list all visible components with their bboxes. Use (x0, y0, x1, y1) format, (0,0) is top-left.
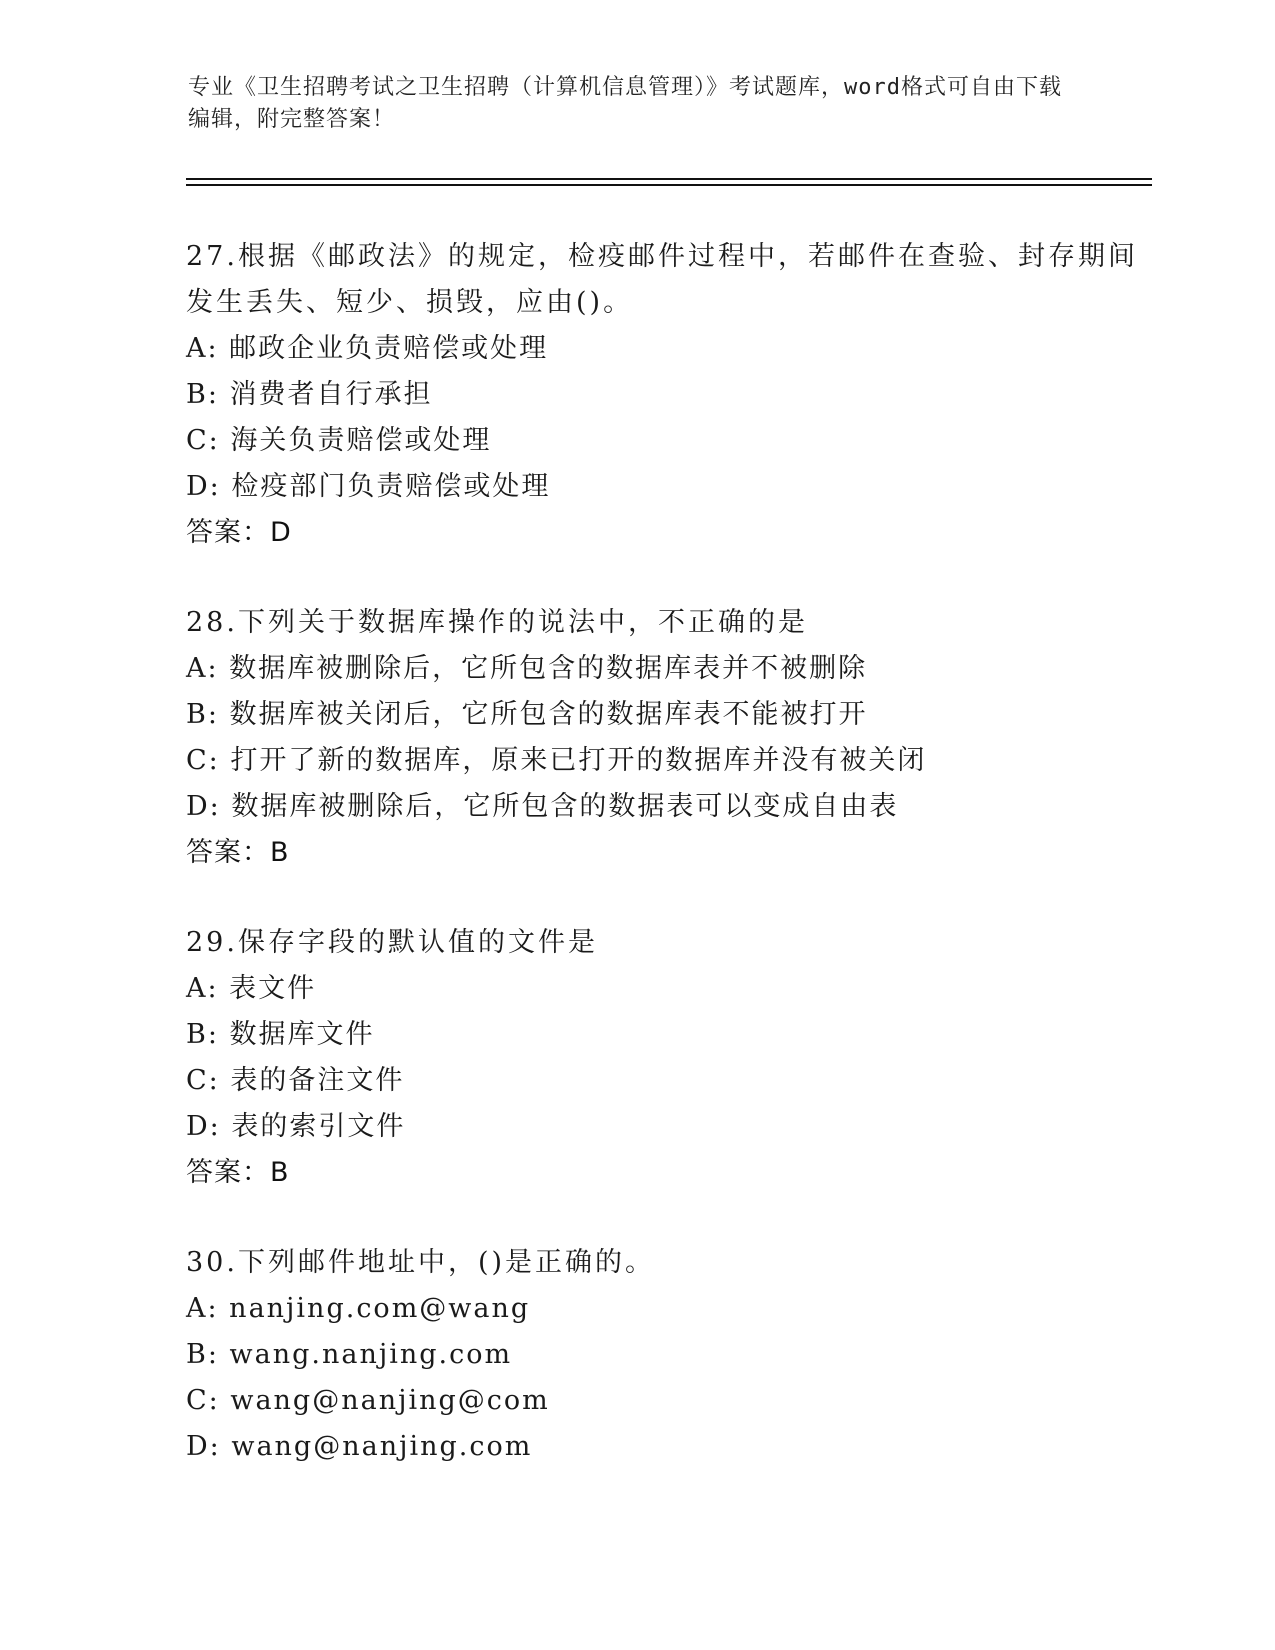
answer: 答案：B (186, 837, 290, 868)
question-27 (186, 234, 1146, 556)
question-30 (186, 1240, 1146, 1470)
option-a: A: 数据库被删除后，它所包含的数据库表并不被删除 (186, 653, 868, 684)
header-divider-top (186, 178, 1152, 180)
question-list (186, 234, 1146, 1514)
option-d: D: 数据库被删除后，它所包含的数据表可以变成自由表 (186, 791, 899, 822)
option-b: B: wang.nanjing.com (186, 1339, 513, 1370)
option-c: C: 海关负责赔偿或处理 (186, 425, 492, 456)
option-a: A: nanjing.com@wang (186, 1293, 531, 1324)
option-d: D: 检疫部门负责赔偿或处理 (186, 471, 551, 502)
question-text: 29.保存字段的默认值的文件是 (186, 927, 598, 958)
option-a: A: 邮政企业负责赔偿或处理 (186, 333, 549, 364)
option-a: A: 表文件 (186, 973, 317, 1004)
answer: 答案：B (186, 1157, 290, 1188)
question-text: 30.下列邮件地址中，()是正确的。 (186, 1247, 656, 1278)
option-b: B: 数据库被关闭后，它所包含的数据库表不能被打开 (186, 699, 868, 730)
question-29 (186, 920, 1146, 1196)
option-d: D: wang@nanjing.com (186, 1431, 533, 1462)
option-d: D: 表的索引文件 (186, 1111, 406, 1142)
option-b: B: 消费者自行承担 (186, 379, 433, 410)
question-text: 27.根据《邮政法》的规定，检疫邮件过程中，若邮件在查验、封存期间发生丢失、短少、损毁，应由()。 (186, 241, 1138, 318)
option-b: B: 数据库文件 (186, 1019, 375, 1050)
header-divider-bottom (186, 184, 1152, 186)
option-c: C: wang@nanjing@com (186, 1385, 550, 1416)
answer: 答案：D (186, 517, 292, 548)
question-28 (186, 600, 1146, 876)
document-header: 专业《卫生招聘考试之卫生招聘（计算机信息管理）》考试题库，word格式可自由下载编辑，附完整答案！ (188, 75, 1062, 132)
option-c: C: 表的备注文件 (186, 1065, 405, 1096)
option-c: C: 打开了新的数据库，原来已打开的数据库并没有被关闭 (186, 745, 927, 776)
question-text: 28.下列关于数据库操作的说法中，不正确的是 (186, 607, 808, 638)
